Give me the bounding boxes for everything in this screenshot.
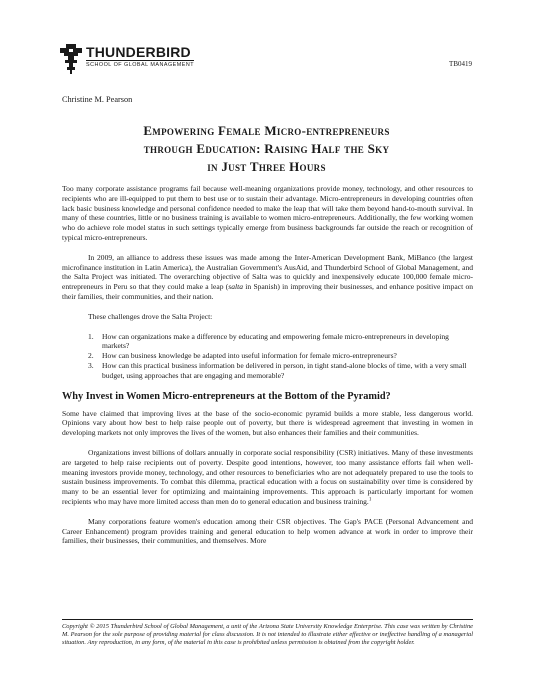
- paragraph-alliance-part-1: In 2009, an alliance to address these issues was made among the Inter-American Development Bank, MiBanco (the largest microfinance institution in Latin America), the Australian Government's AusAid, and Thunderbird School of Global Management, and the Salta Project was initiated. The overarching objective of Salta was to quickly and inexpensively educate 100,000 female micro-entrepreneurs in Peru so that they could make a leap (: [62, 252, 473, 292]
- list-item-number: 3.: [88, 360, 94, 370]
- logo-wordmark: THUNDERBIRD: [86, 44, 191, 60]
- list-item: [88, 332, 473, 352]
- paragraph-csr-text: Organizations invest billions of dollars annually in corporate social responsibility (CSR) initiatives. Many of these investments are targeted to help raise recipients out of poverty. Despite good intentions, however, too many assistance efforts fail when well-meaning investors provide money, technology, and other resources to beneficiaries who are not adequately prepared to use the tools to sustain business improvements. To combat this dilemma, practical education with a focus on sustainability over time is considered by many to be an essential lever for optimizing and maintaining improvements. This approach is particularly important for women recipients who may have more limited access than men do to general education and business training.: [62, 447, 473, 506]
- case-number: TB0419: [449, 60, 472, 68]
- footnote-marker: 1: [368, 497, 372, 503]
- salta-term: salta: [228, 282, 243, 292]
- paragraph-corporations: Many corporations feature women's education among their CSR objectives. The Gap's PACE (Personal Advancement and Career Enhancement) program provides training and general education to help women advance at work in order to improve their families, their businesses, their communities, and themselves. More: [62, 516, 473, 546]
- author-name: Christine M. Pearson: [62, 95, 133, 104]
- copyright-footer: Copyright © 2015 Thunderbird School of Global Management, a unit of the Arizona State University Knowledge Enterprise. This case was written by Christine M. Pearson for the sole purpose of providing material for class discussion. It is not intended to illustrate either effective or ineffective handling of a managerial situation. Any reproduction, in any form, of the material in this case is prohibited unless permission is obtained from the copyright holder.: [62, 619, 473, 648]
- title-line-1: Empowering Female Micro-entrepreneurs: [143, 123, 390, 138]
- thunderbird-emblem-icon: [60, 44, 82, 74]
- document-title: [62, 122, 471, 176]
- paragraph-intro: Too many corporate assistance programs fail because well-meaning organizations provide money, technology, and other resources to recipients who are ill-equipped to put them to best use or to sustain their advantage. Micro-entrepreneurs in developing countries often lack basic business knowledge and personal confidence needed to make the leap that will take them beyond hand-to-mouth survival. In many of these countries, little or no business training is available to women micro-entrepreneurs. Additionally, the few working women who do achieve role model status in such settings typically emerge from business backgrounds far outside the reach or recognition of typical micro-entrepreneurs.: [62, 184, 473, 242]
- paragraph-alliance: [62, 253, 473, 302]
- logo-subtitle: SCHOOL OF GLOBAL MANAGEMENT: [86, 62, 195, 68]
- list-item-number: 2.: [88, 351, 94, 361]
- list-item-text: How can this practical business information be delivered in person, in tight stand-alone blocks of time, with a very small budget, using approaches that are engaging and memorable?: [102, 360, 467, 380]
- paragraph-alliance-part-2: in Spanish) in improving their businesses, and enhance positive impact on their families, their communities, and their nation.: [62, 282, 474, 301]
- section-heading: Why Invest in Women Micro-entrepreneurs at the Bottom of the Pyramid?: [62, 390, 391, 402]
- challenge-list: [62, 332, 473, 381]
- list-item-text: How can business knowledge be adapted into useful information for female micro-entrepreneurs?: [102, 351, 397, 361]
- title-line-3: in Just Three Hours: [207, 159, 326, 174]
- list-item-text: How can organizations make a difference by educating and empowering female micro-entrepreneurs in developing markets?: [102, 331, 449, 351]
- document-body: [62, 184, 473, 546]
- paragraph-pyramid: Some have claimed that improving lives at the base of the socio-economic pyramid builds a more stable, less dangerous world. Opinions vary about how best to help raise people out of poverty, but there is widespread agreement that investing in women in developing markets not only improves the lives of the women, but also enhances their families and their communities.: [62, 408, 473, 438]
- list-item: [88, 361, 473, 381]
- thunderbird-logo: [60, 44, 194, 74]
- paragraph-csr: [62, 448, 473, 507]
- title-line-2: through Education: Raising Half the Sky: [143, 141, 390, 156]
- list-item: [88, 351, 473, 361]
- list-item-number: 1.: [88, 331, 94, 341]
- paragraph-challenges: These challenges drove the Salta Project:: [88, 311, 213, 321]
